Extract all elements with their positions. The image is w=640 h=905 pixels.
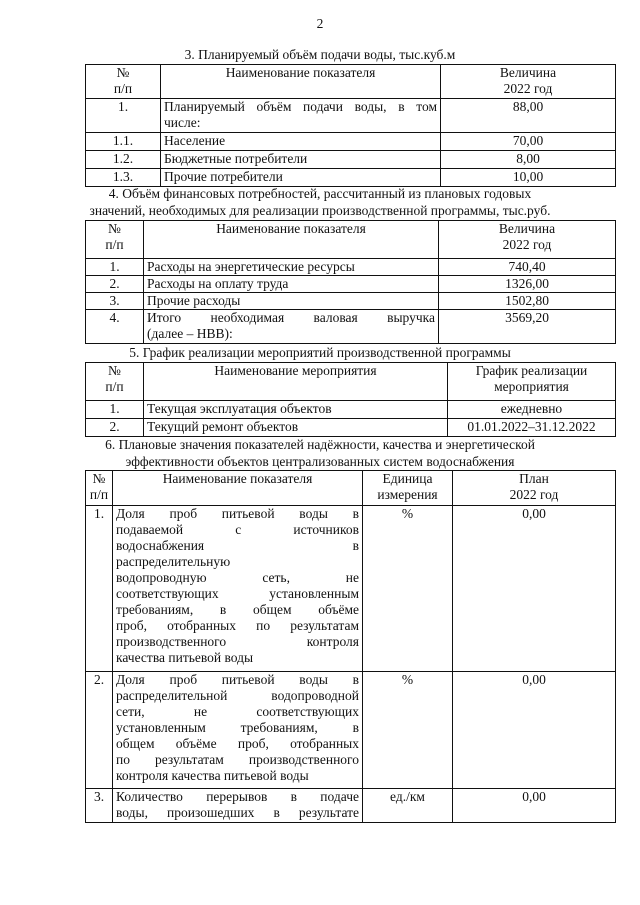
header-unit: Единица измерения — [363, 471, 453, 506]
section-5-table — [85, 362, 616, 437]
header-num: № п/п — [86, 471, 113, 506]
row-unit: % — [363, 672, 453, 789]
row-value: 01.01.2022–31.12.2022 — [448, 419, 616, 437]
section-4-table — [85, 220, 616, 344]
row-name: Планируемый объём подачи воды, в том числе: — [161, 99, 441, 133]
table-row — [86, 259, 616, 276]
row-name: Прочие потребители — [161, 169, 441, 187]
row-num: 1.3. — [86, 169, 161, 187]
row-name: Текущая эксплуатация объектов — [144, 401, 448, 419]
row-num: 1. — [86, 401, 144, 419]
table-row — [86, 310, 616, 344]
row-value: 88,00 — [441, 99, 616, 133]
header-name: Наименование показателя — [161, 65, 441, 99]
row-num: 2. — [86, 276, 144, 293]
row-unit: ед./км — [363, 789, 453, 823]
row-name: Прочие расходы — [144, 293, 439, 310]
row-num: 2. — [86, 419, 144, 437]
table-header-row — [86, 471, 616, 506]
table-header-row — [86, 65, 616, 99]
section-6-table — [85, 470, 616, 823]
header-name: Наименование показателя — [144, 221, 439, 259]
header-plan: План 2022 год — [453, 471, 616, 506]
row-name: Доля проб питьевой воды в подаваемой с источников водоснабжения в распределительную водопроводную сеть, не соответствующих установленным требованиям, в общем объёме проб, отобранных по результатам производственного контроля качества питьевой воды — [113, 506, 363, 672]
section-6-title-line-1: 6. Плановые значения показателей надёжности, качества и энергетической — [105, 437, 535, 452]
table-row — [86, 401, 616, 419]
row-plan: 0,00 — [453, 506, 616, 672]
row-num: 1. — [86, 506, 113, 672]
table-row — [86, 506, 616, 672]
section-4-title-line-2: значений, необходимых для реализации производственной программы, тыс.руб. — [89, 203, 551, 218]
row-name: Население — [161, 133, 441, 151]
section-3-title: 3. Планируемый объём подачи воды, тыс.куб.м — [184, 47, 456, 62]
table-row — [86, 293, 616, 310]
row-plan: 0,00 — [453, 789, 616, 823]
header-num: № п/п — [86, 65, 161, 99]
header-name: Наименование мероприятия — [144, 363, 448, 401]
table-row — [86, 151, 616, 169]
table-row — [86, 133, 616, 151]
row-name: Бюджетные потребители — [161, 151, 441, 169]
row-name: Итого необходимая валовая выручка (далее – НВВ): — [144, 310, 439, 344]
section-6-title-line-2: эффективности объектов централизованных систем водоснабжения — [125, 454, 515, 469]
section-3-table — [85, 64, 616, 187]
table-row — [86, 419, 616, 437]
row-name: Текущий ремонт объектов — [144, 419, 448, 437]
header-num: № п/п — [86, 221, 144, 259]
row-value: 740,40 — [439, 259, 616, 276]
row-num: 4. — [86, 310, 144, 344]
row-name: Количество перерывов в подаче воды, произошедших в результате — [113, 789, 363, 823]
row-num: 1. — [86, 99, 161, 133]
row-name: Расходы на энергетические ресурсы — [144, 259, 439, 276]
row-value: 70,00 — [441, 133, 616, 151]
header-value: Величина 2022 год — [441, 65, 616, 99]
table-row — [86, 276, 616, 293]
table-row — [86, 672, 616, 789]
section-5-title: 5. График реализации мероприятий производственной программы — [129, 345, 511, 360]
header-value: График реализации мероприятия — [448, 363, 616, 401]
section-4-title-line-1: 4. Объём финансовых потребностей, рассчитанный из плановых годовых — [108, 186, 532, 201]
row-num: 1. — [86, 259, 144, 276]
row-num: 2. — [86, 672, 113, 789]
row-value: 10,00 — [441, 169, 616, 187]
header-name: Наименование показателя — [113, 471, 363, 506]
table-header-row — [86, 221, 616, 259]
row-value: ежедневно — [448, 401, 616, 419]
header-num: № п/п — [86, 363, 144, 401]
table-row — [86, 99, 616, 133]
row-num: 3. — [86, 789, 113, 823]
row-name: Доля проб питьевой воды в распределительной водопроводной сети, не соответствующих установленным требованиям, в общем объёме проб, отобранных по результатам производственного контроля качества питьевой воды — [113, 672, 363, 789]
table-row — [86, 169, 616, 187]
table-row — [86, 789, 616, 823]
row-value: 3569,20 — [439, 310, 616, 344]
row-plan: 0,00 — [453, 672, 616, 789]
row-value: 1502,80 — [439, 293, 616, 310]
row-num: 1.1. — [86, 133, 161, 151]
header-value: Величина 2022 год — [439, 221, 616, 259]
table-header-row — [86, 363, 616, 401]
row-unit: % — [363, 506, 453, 672]
page-number: 2 — [316, 16, 324, 31]
row-name: Расходы на оплату труда — [144, 276, 439, 293]
row-value: 1326,00 — [439, 276, 616, 293]
row-num: 1.2. — [86, 151, 161, 169]
row-value: 8,00 — [441, 151, 616, 169]
row-num: 3. — [86, 293, 144, 310]
